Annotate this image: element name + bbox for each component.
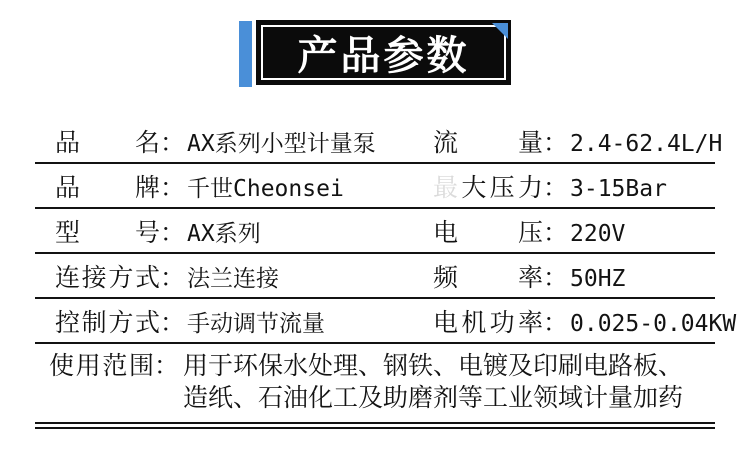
spec-cell-max-pressure [433,168,715,204]
spec-value: 千世Cheonsei [187,175,344,202]
colon: ： [543,263,569,292]
spec-cell-model [35,213,433,249]
banner [0,0,750,87]
colon: ： [154,352,180,380]
spec-cell-control-mode [35,303,433,339]
spec-label: 频率 [433,263,543,292]
spec-value: 2.4-62.4L/H [570,130,723,157]
spec-cell-flow-rate [433,123,722,159]
spec-label: 流量 [433,128,543,157]
banner-title: 产品参数 [297,34,470,78]
spec-cell-motor-power [433,303,736,339]
banner-box [256,20,511,85]
spec-value: 220V [570,220,626,247]
spec-value: 3-15Bar [570,175,667,202]
spec-row-model-voltage [35,209,715,254]
spec-value: 50HZ [570,265,626,292]
spec-cell-brand [35,168,433,204]
spec-value: 法兰连接 [187,265,280,292]
spec-table [35,119,737,429]
colon: ： [543,173,569,202]
spec-row-connection-frequency [35,254,715,299]
spec-row-usage-range [35,344,715,429]
spec-label: 品名 [55,128,160,157]
colon: ： [160,263,186,292]
spec-label: 电压 [433,218,543,247]
colon: ： [543,218,569,247]
colon: ： [160,128,186,157]
spec-label: 使用范围 [49,352,154,380]
colon: ： [543,128,569,157]
banner-corner-triangle [492,23,508,39]
spec-row-control-power [35,299,737,344]
spec-cell-frequency [433,258,715,294]
spec-value: 0.025-0.04KW [570,310,737,337]
spec-value: AX系列小型计量泵 [187,130,376,157]
spec-value: AX系列 [187,220,261,247]
spec-row-brand-pressure [35,164,715,209]
spec-label-faint-char: 最 [433,173,462,202]
spec-label: 连接方式 [55,263,160,292]
banner-accent-bar [239,21,252,87]
spec-cell-connection [35,258,433,294]
colon: ： [160,218,186,247]
spec-cell-voltage [433,213,715,249]
spec-cell-product-name [35,123,433,159]
spec-value: 手动调节流量 [187,310,326,337]
usage-line-1: 用于环保水处理、钢铁、电镀及印刷电路板、 [183,352,684,380]
colon: ： [160,308,186,337]
spec-label: 型号 [55,218,160,247]
spec-row-name-flow [35,119,723,164]
spec-label: 控制方式 [55,308,160,337]
spec-label: 品牌 [55,173,160,202]
spec-label: 最大压力 [433,173,543,202]
spec-label: 电机功率 [433,308,543,337]
usage-line-2: 造纸、石油化工及助磨剂等工业领域计量加药 [183,384,684,412]
colon: ： [543,308,569,337]
usage-range-text [183,350,683,414]
colon: ： [160,173,186,202]
